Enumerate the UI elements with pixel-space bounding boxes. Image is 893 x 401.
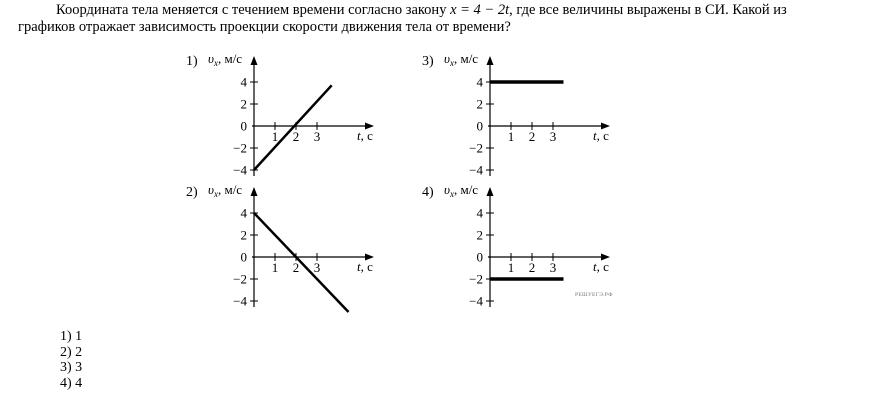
answer-option-4[interactable]: 4) 4 <box>60 375 83 391</box>
graph-panel-1 <box>186 51 374 178</box>
y-axis-symbol: υ <box>444 51 450 66</box>
y-axis-unit: , м/с <box>453 182 479 197</box>
graph-panel-4 <box>422 182 610 309</box>
y-axis-arrow <box>487 56 494 65</box>
y-tick-label: −2 <box>233 140 247 156</box>
x-tick-label: 2 <box>528 260 536 275</box>
x-tick-label: 2 <box>292 260 300 275</box>
data-line <box>254 85 332 170</box>
x-axis-unit: , с <box>596 259 609 274</box>
y-axis-label <box>444 51 478 68</box>
x-axis-unit: , с <box>360 259 373 274</box>
x-axis-label <box>593 259 609 274</box>
y-axis-unit: , м/с <box>217 182 243 197</box>
answer-option-1[interactable]: 1) 1 <box>60 329 83 344</box>
x-axis-unit: , с <box>360 128 373 143</box>
x-tick-label: 1 <box>271 260 279 275</box>
y-axis-subscript: x <box>213 189 218 199</box>
y-axis-label <box>208 51 242 68</box>
panel-label: 1) <box>186 54 198 69</box>
y-axis-subscript: x <box>449 189 454 199</box>
y-tick-label: 2 <box>476 96 483 112</box>
x-axis-symbol: t <box>357 128 361 143</box>
y-tick-label: −2 <box>469 140 483 156</box>
x-tick-label: 1 <box>271 129 279 144</box>
y-tick-label: −2 <box>469 271 483 287</box>
y-tick-label: 2 <box>240 96 247 112</box>
data-line <box>254 213 349 312</box>
x-axis-symbol: t <box>357 259 361 274</box>
y-tick-label: −4 <box>469 293 483 309</box>
y-axis-label <box>444 182 478 199</box>
y-tick-label: 2 <box>240 227 247 243</box>
y-axis-symbol: υ <box>444 182 450 197</box>
x-tick-label: 3 <box>313 129 321 144</box>
graph-panel-2 <box>186 182 374 312</box>
answer-option-3[interactable]: 3) 3 <box>60 360 83 375</box>
y-axis-subscript: x <box>213 58 218 68</box>
graph-panel-3 <box>422 51 610 178</box>
y-tick-label: 4 <box>240 205 247 221</box>
y-axis-symbol: υ <box>208 51 214 66</box>
panel-label: 3) <box>422 54 434 69</box>
y-axis-arrow <box>487 187 494 196</box>
y-tick-label: 0 <box>240 118 247 134</box>
y-tick-label: −4 <box>233 162 247 178</box>
x-tick-label: 2 <box>528 129 536 144</box>
answer-option-2[interactable]: 2) 2 <box>60 344 83 360</box>
x-tick-label: 3 <box>549 260 557 275</box>
y-axis-symbol: υ <box>208 182 214 197</box>
x-axis-unit: , с <box>596 128 609 143</box>
y-tick-label: 2 <box>476 227 483 243</box>
y-axis-arrow <box>251 187 258 196</box>
y-tick-label: 0 <box>476 118 483 134</box>
question-part2: , где все величины выражены в СИ. Какой из графиков отражает зависимость проекции скорости движения тела от времени? <box>18 2 787 35</box>
x-tick-label: 1 <box>507 129 515 144</box>
x-tick-label: 2 <box>292 129 300 144</box>
y-tick-label: 4 <box>240 74 247 90</box>
y-tick-label: −2 <box>233 271 247 287</box>
panel-label: 2) <box>186 185 198 200</box>
y-tick-label: −4 <box>469 162 483 178</box>
x-axis-symbol: t <box>593 259 597 274</box>
y-axis-subscript: x <box>449 58 454 68</box>
y-axis-unit: , м/с <box>217 51 243 66</box>
x-tick-label: 3 <box>313 260 321 275</box>
y-axis-arrow <box>251 56 258 65</box>
x-axis-label <box>593 128 609 143</box>
y-axis-unit: , м/с <box>453 51 479 66</box>
law-formula: x = 4 − 2t <box>450 2 510 18</box>
x-axis-label <box>357 259 373 274</box>
x-axis-label <box>357 128 373 143</box>
x-tick-label: 3 <box>549 129 557 144</box>
y-tick-label: −4 <box>233 293 247 309</box>
y-axis-label <box>208 182 242 199</box>
y-tick-label: 4 <box>476 205 483 221</box>
question-part1: Координата тела меняется с течением времени согласно закону <box>56 2 451 18</box>
y-tick-label: 0 <box>240 249 247 265</box>
x-axis-symbol: t <box>593 128 597 143</box>
y-tick-label: 4 <box>476 74 483 90</box>
x-tick-label: 1 <box>507 260 515 275</box>
answer-options <box>60 329 82 391</box>
panel-label: 4) <box>422 185 434 200</box>
watermark: РЕШУЕГЭ.РФ <box>575 292 613 298</box>
y-tick-label: 0 <box>476 249 483 265</box>
